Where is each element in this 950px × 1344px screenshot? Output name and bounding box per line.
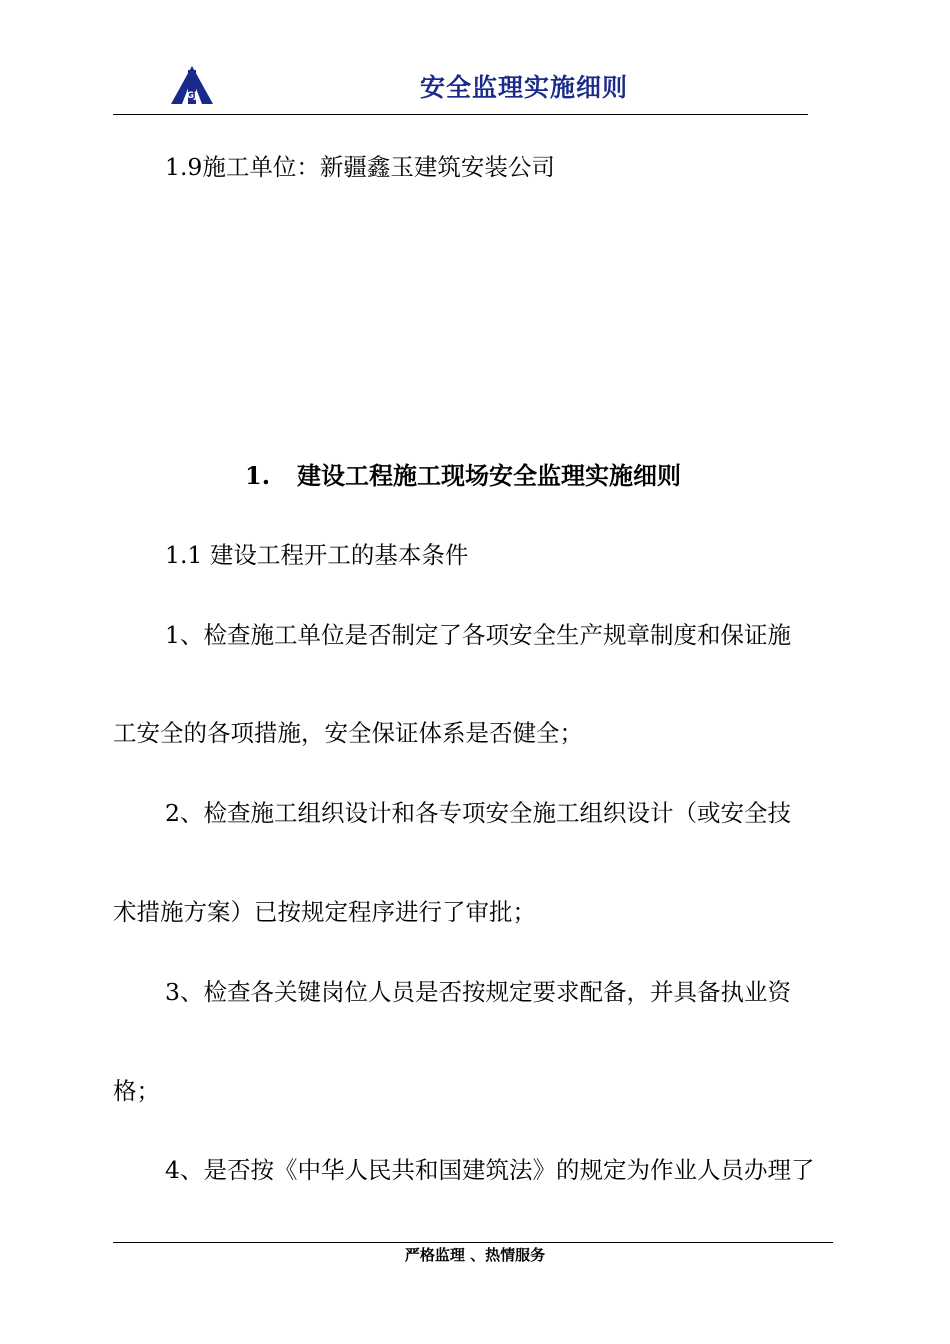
- company-logo: [171, 66, 213, 104]
- body-line: 4、是否按《中华人民共和国建筑法》的规定为作业人员办理了: [165, 1156, 815, 1184]
- section-heading: [245, 461, 681, 491]
- body-line: 格；: [113, 1077, 160, 1105]
- header-title: 安全监理实施细则: [420, 73, 629, 102]
- header-divider: [113, 114, 808, 115]
- item-1-9: 1.9施工单位：新疆鑫玉建筑安装公司: [165, 153, 555, 181]
- body-line: 3、检查各关键岗位人员是否按规定要求配备，并具备执业资: [165, 978, 791, 1006]
- body-line: 1、检查施工单位是否制定了各项安全生产规章制度和保证施: [165, 621, 791, 649]
- footer-slogan: 严格监理 、热情服务: [404, 1246, 546, 1264]
- footer-divider: [113, 1242, 833, 1243]
- body-line: 工安全的各项措施，安全保证体系是否健全；: [113, 719, 583, 747]
- section-title: 建设工程施工现场安全监理实施细则: [297, 461, 681, 490]
- body-line: 术措施方案）已按规定程序进行了审批；: [113, 898, 536, 926]
- section-number: 1.: [245, 461, 271, 490]
- logo-letters: GJ: [186, 91, 198, 101]
- body-line: 2、检查施工组织设计和各专项安全施工组织设计（或安全技: [165, 799, 791, 827]
- subsection-heading: 1.1 建设工程开工的基本条件: [165, 541, 469, 569]
